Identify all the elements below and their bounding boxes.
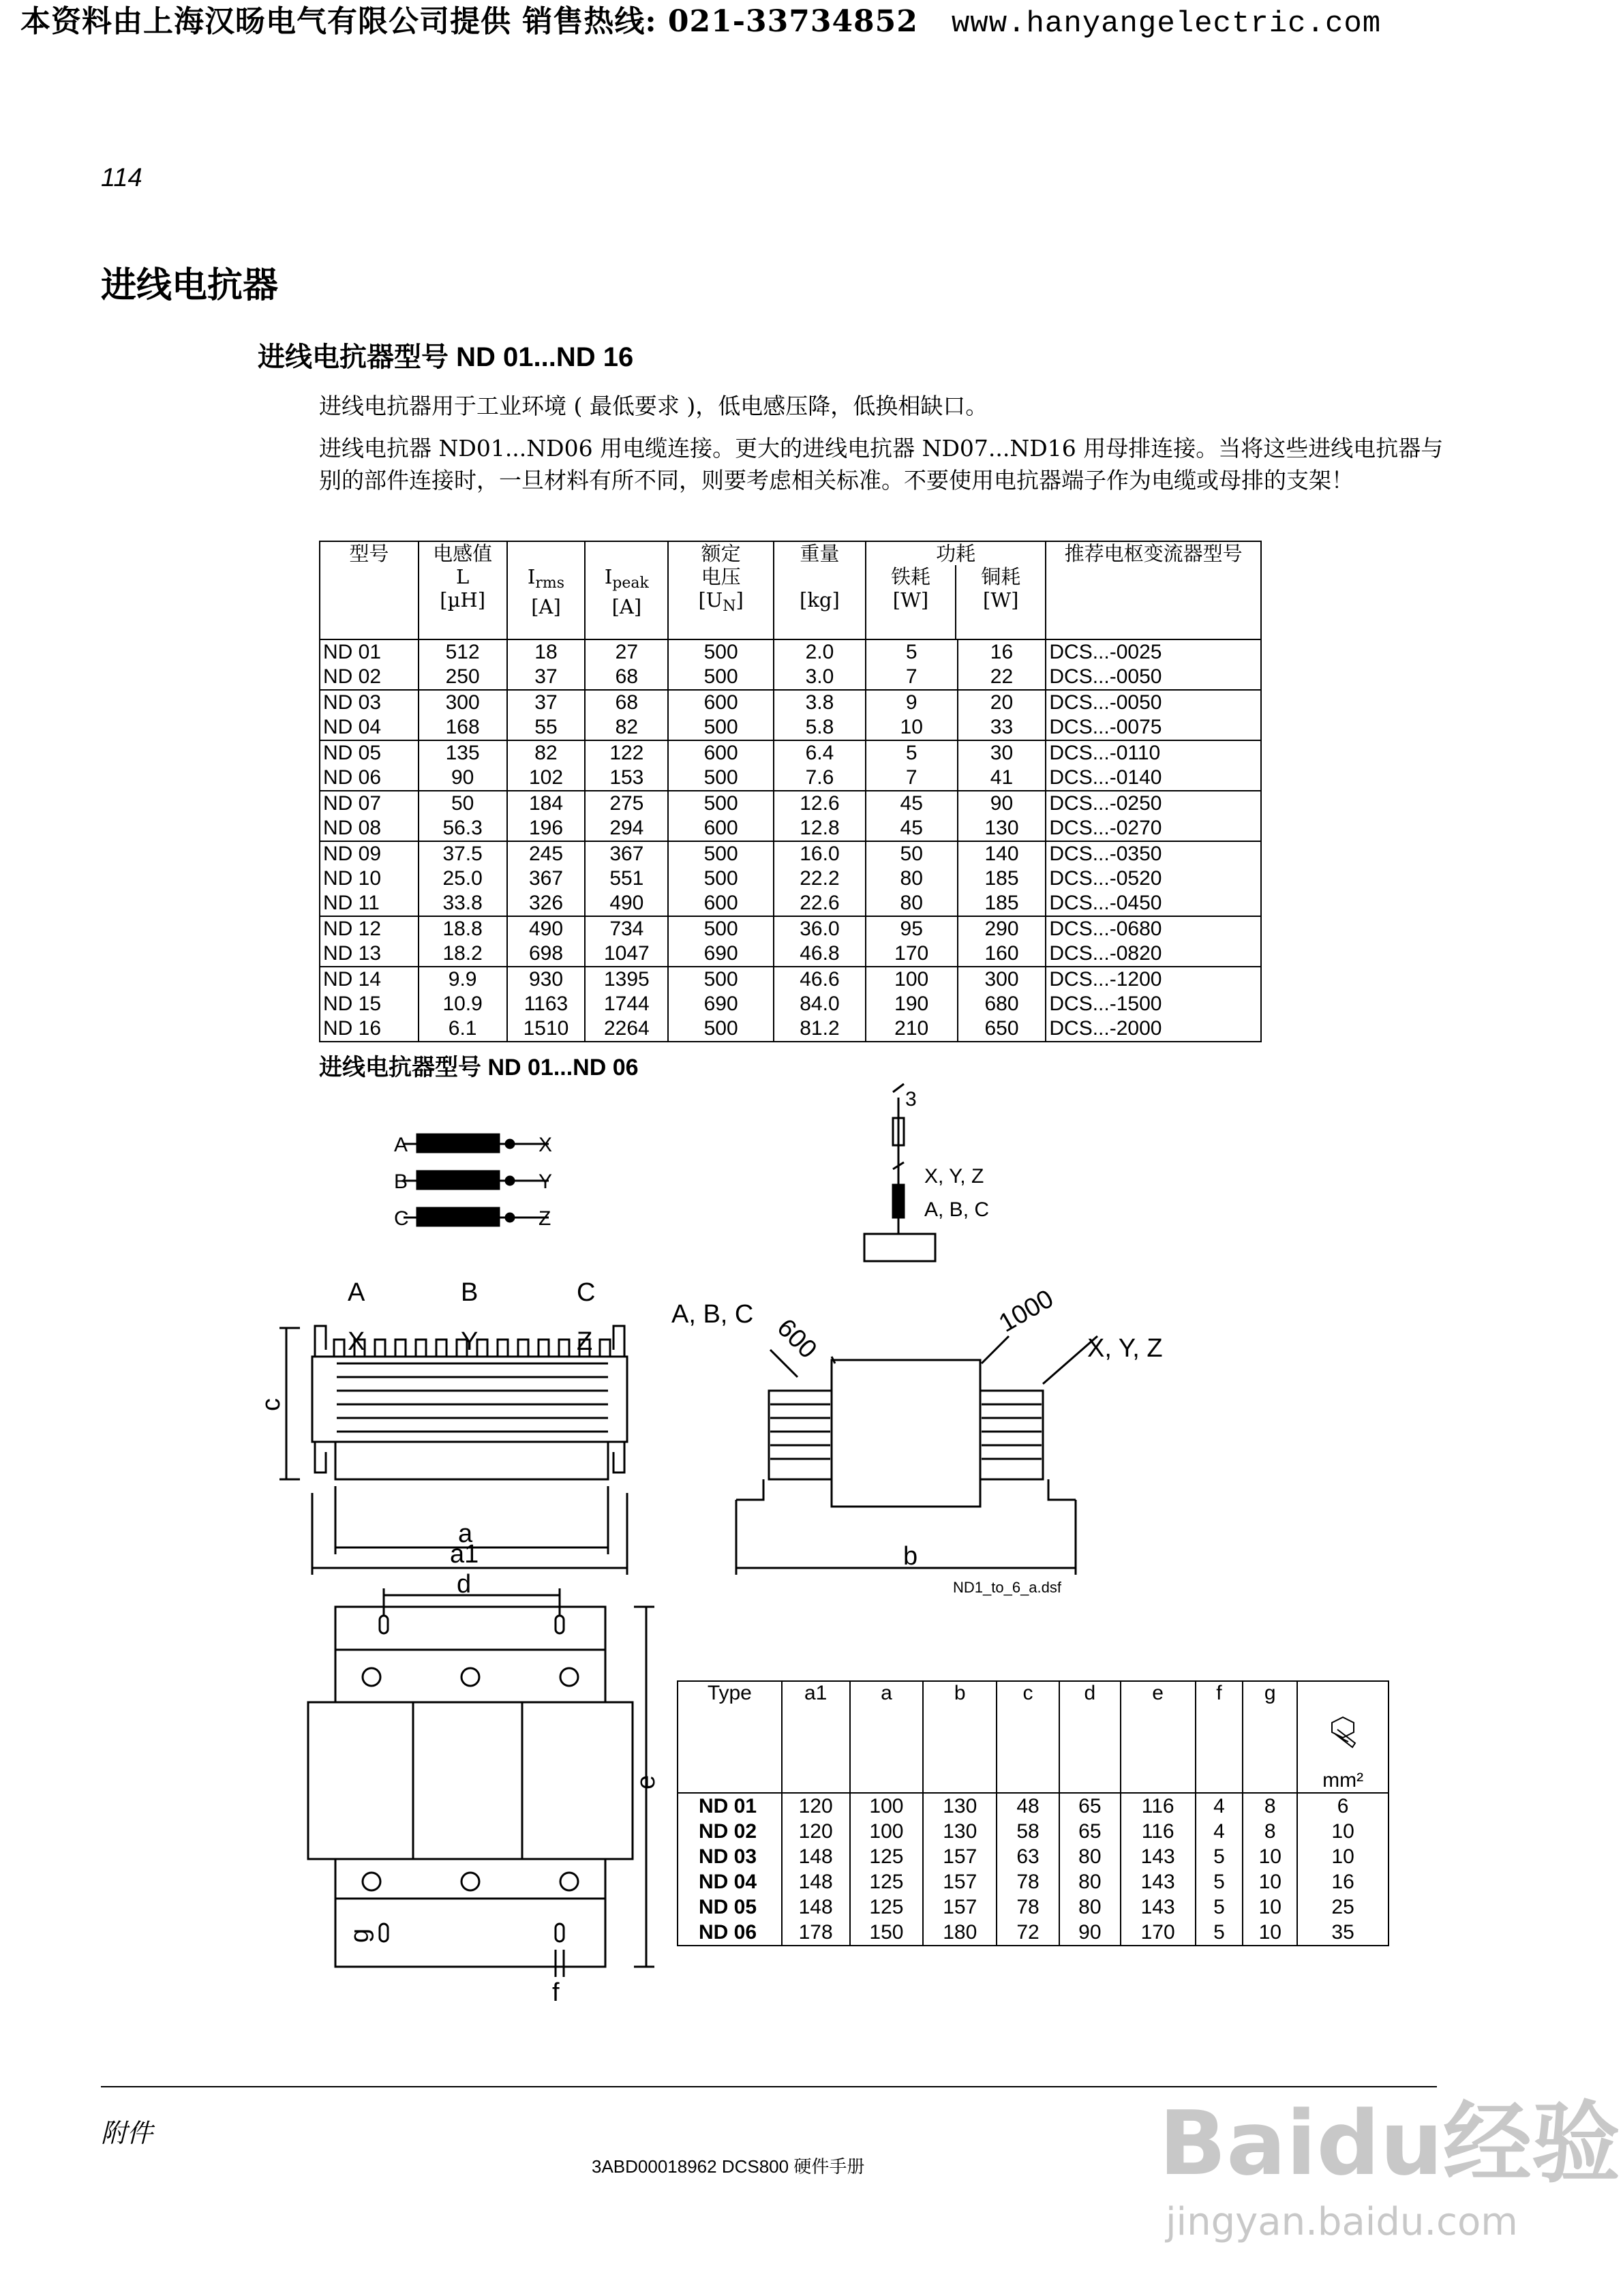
label-abc-small: A, B, C bbox=[924, 1198, 990, 1221]
table-cell-ipeak: 68 bbox=[585, 665, 668, 690]
table-cell-fe: 50 bbox=[866, 841, 958, 866]
table-cell-conv: DCS...-0520 bbox=[1046, 866, 1261, 891]
table-cell-cu: 41 bbox=[958, 766, 1046, 791]
table-cell-conv: DCS...-0820 bbox=[1046, 941, 1261, 967]
table-cell-fe: 45 bbox=[866, 791, 958, 816]
dim-f: f bbox=[552, 1978, 560, 2007]
dim-cell: 157 bbox=[923, 1844, 997, 1869]
dim-cell: 80 bbox=[1059, 1894, 1121, 1920]
table-cell-type: ND 06 bbox=[320, 766, 419, 791]
dim-table-row bbox=[678, 1819, 1389, 1844]
dim-cell: 157 bbox=[923, 1894, 997, 1920]
table-cell-kg: 12.8 bbox=[774, 816, 866, 841]
table-cell-irms: 196 bbox=[507, 816, 586, 841]
table-row bbox=[320, 639, 1261, 665]
table-cell-irms: 326 bbox=[507, 891, 586, 916]
label-x: X bbox=[348, 1327, 365, 1356]
table-cell-conv: DCS...-0140 bbox=[1046, 766, 1261, 791]
section-title: 进线电抗器 bbox=[101, 266, 279, 305]
header-banner bbox=[20, 0, 1609, 48]
dimension-table bbox=[677, 1680, 1389, 1946]
figure-caption: 进线电抗器型号 ND 01...ND 06 bbox=[319, 1055, 639, 1081]
table-cell-type: ND 01 bbox=[320, 639, 419, 665]
table-row bbox=[320, 941, 1261, 967]
dim-col-d: d bbox=[1059, 1681, 1121, 1793]
table-cell-L: 300 bbox=[419, 690, 507, 715]
table-cell-L: 37.5 bbox=[419, 841, 507, 866]
dim-c: c bbox=[257, 1398, 286, 1411]
table-cell-fe: 80 bbox=[866, 866, 958, 891]
label-z: Z bbox=[577, 1327, 593, 1356]
table-cell-irms: 245 bbox=[507, 841, 586, 866]
reactor-spec-table bbox=[319, 541, 1262, 1042]
dim-a: a bbox=[458, 1520, 473, 1548]
dim-cell: 8 bbox=[1243, 1819, 1297, 1844]
dim-cell: 78 bbox=[997, 1894, 1059, 1920]
dim-cell: 78 bbox=[997, 1869, 1059, 1894]
table-cell-irms: 1163 bbox=[507, 992, 586, 1016]
table-cell-irms: 1510 bbox=[507, 1016, 586, 1042]
table-row bbox=[320, 715, 1261, 740]
table-cell-type: ND 10 bbox=[320, 866, 419, 891]
dim-cell: 130 bbox=[923, 1819, 997, 1844]
label-b-small: B bbox=[394, 1170, 408, 1193]
table-cell-L: 18.8 bbox=[419, 916, 507, 941]
col-rated-voltage: 额定 电压 $[U_N]$ bbox=[668, 541, 774, 639]
table-cell-type: ND 08 bbox=[320, 816, 419, 841]
label-z-small: Z bbox=[539, 1207, 551, 1230]
dim-cell: 100 bbox=[850, 1793, 924, 1819]
baidu-watermark bbox=[1159, 2072, 1620, 2244]
table-cell-ipeak: 734 bbox=[585, 916, 668, 941]
table-row bbox=[320, 816, 1261, 841]
table-cell-fe: 170 bbox=[866, 941, 958, 967]
watermark-url: jingyan.baidu.com bbox=[1166, 2200, 1518, 2244]
table-cell-L: 135 bbox=[419, 740, 507, 766]
table-cell-kg: 81.2 bbox=[774, 1016, 866, 1042]
table-cell-un: 500 bbox=[668, 791, 774, 816]
table-cell-conv: DCS...-2000 bbox=[1046, 1016, 1261, 1042]
table-cell-kg: 22.6 bbox=[774, 891, 866, 916]
table-cell-type: ND 05 bbox=[320, 740, 419, 766]
top-view bbox=[308, 1588, 654, 1977]
label-y: Y bbox=[461, 1327, 479, 1356]
dim-col-c: c bbox=[997, 1681, 1059, 1793]
table-cell-ipeak: 82 bbox=[585, 715, 668, 740]
dim-table-row bbox=[678, 1844, 1389, 1869]
col-inductance: 电感值 L [µH] bbox=[419, 541, 507, 639]
table-cell-type: ND 12 bbox=[320, 916, 419, 941]
table-cell-L: 90 bbox=[419, 766, 507, 791]
dim-cell: 10 bbox=[1243, 1920, 1297, 1946]
table-cell-conv: DCS...-0270 bbox=[1046, 816, 1261, 841]
dim-table-row bbox=[678, 1894, 1389, 1920]
table-cell-cu: 140 bbox=[958, 841, 1046, 866]
table-cell-ipeak: 153 bbox=[585, 766, 668, 791]
table-cell-type: ND 11 bbox=[320, 891, 419, 916]
banner-text: 本资料由上海汉旸电气有限公司提供 销售热线: 021-33734852 bbox=[20, 4, 918, 39]
table-cell-kg: 36.0 bbox=[774, 916, 866, 941]
dim-cell: 10 bbox=[1243, 1869, 1297, 1894]
table-cell-cu: 290 bbox=[958, 916, 1046, 941]
dim-col-g: g bbox=[1243, 1681, 1297, 1793]
table-cell-kg: 46.8 bbox=[774, 941, 866, 967]
dim-col-b: b bbox=[923, 1681, 997, 1793]
table-cell-kg: 46.6 bbox=[774, 967, 866, 992]
table-row bbox=[320, 841, 1261, 866]
table-cell-cu: 33 bbox=[958, 715, 1046, 740]
table-cell-type: ND 09 bbox=[320, 841, 419, 866]
table-cell-kg: 22.2 bbox=[774, 866, 866, 891]
table-cell-fe: 45 bbox=[866, 816, 958, 841]
dim-cell: 16 bbox=[1297, 1869, 1389, 1894]
table-cell-fe: 7 bbox=[866, 766, 958, 791]
dim-cell: ND 05 bbox=[678, 1894, 782, 1920]
dim-600: 600 bbox=[771, 1313, 823, 1365]
col-weight: 重量 [kg] bbox=[774, 541, 866, 639]
table-cell-cu: 22 bbox=[958, 665, 1046, 690]
table-cell-cu: 680 bbox=[958, 992, 1046, 1016]
table-cell-ipeak: 367 bbox=[585, 841, 668, 866]
table-cell-un: 600 bbox=[668, 740, 774, 766]
dim-col-a1: a1 bbox=[782, 1681, 850, 1793]
table-cell-type: ND 03 bbox=[320, 690, 419, 715]
table-row bbox=[320, 1016, 1261, 1042]
table-cell-cu: 185 bbox=[958, 866, 1046, 891]
dim-1000: 1000 bbox=[994, 1284, 1059, 1338]
table-cell-un: 600 bbox=[668, 690, 774, 715]
table-cell-type: ND 14 bbox=[320, 967, 419, 992]
table-cell-L: 10.9 bbox=[419, 992, 507, 1016]
table-cell-type: ND 02 bbox=[320, 665, 419, 690]
watermark-logo: Baidu经验 bbox=[1159, 2091, 1620, 2195]
table-row bbox=[320, 891, 1261, 916]
table-cell-un: 500 bbox=[668, 665, 774, 690]
table-cell-un: 600 bbox=[668, 891, 774, 916]
table-cell-fe: 9 bbox=[866, 690, 958, 715]
dim-e: e bbox=[632, 1774, 661, 1789]
table-cell-irms: 367 bbox=[507, 866, 586, 891]
dim-cell: 157 bbox=[923, 1869, 997, 1894]
table-header-row bbox=[320, 541, 1261, 639]
table-cell-conv: DCS...-0050 bbox=[1046, 665, 1261, 690]
table-cell-ipeak: 551 bbox=[585, 866, 668, 891]
table-cell-kg: 3.0 bbox=[774, 665, 866, 690]
dim-cell: ND 01 bbox=[678, 1793, 782, 1819]
dim-col-f: f bbox=[1196, 1681, 1243, 1793]
drawing-filename: ND1_to_6_a.dsf bbox=[953, 1579, 1061, 1596]
table-row bbox=[320, 740, 1261, 766]
dim-cell: ND 03 bbox=[678, 1844, 782, 1869]
table-cell-cu: 160 bbox=[958, 941, 1046, 967]
table-cell-L: 18.2 bbox=[419, 941, 507, 967]
table-cell-L: 50 bbox=[419, 791, 507, 816]
dim-cell: ND 06 bbox=[678, 1920, 782, 1946]
dim-cell: 4 bbox=[1196, 1793, 1243, 1819]
dim-cell: 6 bbox=[1297, 1793, 1389, 1819]
label-y-small: Y bbox=[539, 1170, 553, 1193]
table-cell-ipeak: 490 bbox=[585, 891, 668, 916]
winding-schematic bbox=[404, 1134, 549, 1226]
table-cell-conv: DCS...-0050 bbox=[1046, 690, 1261, 715]
table-cell-fe: 95 bbox=[866, 916, 958, 941]
table-cell-cu: 185 bbox=[958, 891, 1046, 916]
table-cell-conv: DCS...-1500 bbox=[1046, 992, 1261, 1016]
table-cell-irms: 37 bbox=[507, 690, 586, 715]
dim-cell: 72 bbox=[997, 1920, 1059, 1946]
dim-cell: 150 bbox=[850, 1920, 924, 1946]
table-cell-conv: DCS...-1200 bbox=[1046, 967, 1261, 992]
dim-cell: 5 bbox=[1196, 1869, 1243, 1894]
label-x-small: X bbox=[539, 1134, 553, 1156]
table-cell-L: 56.3 bbox=[419, 816, 507, 841]
table-cell-cu: 30 bbox=[958, 740, 1046, 766]
table-cell-type: ND 07 bbox=[320, 791, 419, 816]
table-cell-un: 500 bbox=[668, 639, 774, 665]
table-row bbox=[320, 690, 1261, 715]
front-view bbox=[279, 1326, 627, 1575]
table-cell-fe: 5 bbox=[866, 639, 958, 665]
dim-cell: 10 bbox=[1297, 1844, 1389, 1869]
table-cell-kg: 84.0 bbox=[774, 992, 866, 1016]
col-type: 型号 bbox=[320, 541, 419, 639]
intro-paragraph-1: 进线电抗器用于工业环境 ( 最低要求 )，低电感压降，低换相缺口。 bbox=[319, 393, 988, 419]
table-cell-fe: 190 bbox=[866, 992, 958, 1016]
col-iron-loss: 铁耗 [W] bbox=[890, 565, 930, 611]
dim-cell: 5 bbox=[1196, 1844, 1243, 1869]
table-cell-type: ND 13 bbox=[320, 941, 419, 967]
table-cell-un: 500 bbox=[668, 866, 774, 891]
table-cell-cu: 16 bbox=[958, 639, 1046, 665]
table-cell-un: 500 bbox=[668, 715, 774, 740]
footer-doc-id: 3ABD00018962 DCS800 硬件手册 bbox=[592, 2156, 865, 2177]
table-cell-L: 9.9 bbox=[419, 967, 507, 992]
table-cell-cu: 20 bbox=[958, 690, 1046, 715]
dim-cell: 130 bbox=[923, 1793, 997, 1819]
dim-g: g bbox=[346, 1928, 374, 1943]
col-ipeak: $I_{peak}$ [A] bbox=[585, 541, 668, 639]
dim-cell: ND 04 bbox=[678, 1869, 782, 1894]
col-copper-loss: 铜耗 [W] bbox=[955, 565, 1045, 639]
intro-paragraph-2: 进线电抗器 ND01...ND06 用电缆连接。更大的进线电抗器 ND07...ND16 用母排连接。当将这些进线电抗器与别的部件连接时，一旦材料有所不同，则要考虑相关标准。不要使用电抗器端子作为电缆或母排的支架！ bbox=[319, 435, 1444, 494]
dim-cell: 90 bbox=[1059, 1920, 1121, 1946]
dim-cell: 4 bbox=[1196, 1819, 1243, 1844]
dim-cell: 65 bbox=[1059, 1793, 1121, 1819]
dim-cell: 10 bbox=[1243, 1844, 1297, 1869]
table-cell-fe: 80 bbox=[866, 891, 958, 916]
table-cell-kg: 12.6 bbox=[774, 791, 866, 816]
table-cell-kg: 2.0 bbox=[774, 639, 866, 665]
table-row bbox=[320, 866, 1261, 891]
dim-cell: 125 bbox=[850, 1844, 924, 1869]
table-cell-fe: 10 bbox=[866, 715, 958, 740]
dim-cell: 48 bbox=[997, 1793, 1059, 1819]
dim-cell: 116 bbox=[1121, 1819, 1196, 1844]
table-cell-conv: DCS...-0680 bbox=[1046, 916, 1261, 941]
dim-col-bolt bbox=[1297, 1681, 1389, 1769]
table-cell-irms: 930 bbox=[507, 967, 586, 992]
dim-cell: 35 bbox=[1297, 1920, 1389, 1946]
dim-cell: 143 bbox=[1121, 1869, 1196, 1894]
label-xyz: X, Y, Z bbox=[1087, 1334, 1163, 1363]
page-number: 114 bbox=[101, 164, 142, 192]
table-cell-conv: DCS...-0075 bbox=[1046, 715, 1261, 740]
table-cell-kg: 7.6 bbox=[774, 766, 866, 791]
table-cell-irms: 184 bbox=[507, 791, 586, 816]
dim-cell: 5 bbox=[1196, 1894, 1243, 1920]
table-cell-L: 25.0 bbox=[419, 866, 507, 891]
table-cell-conv: DCS...-0025 bbox=[1046, 639, 1261, 665]
col-loss: 功耗 铁耗 [W] 铜耗 [W] bbox=[866, 541, 1046, 639]
dim-cell: 120 bbox=[782, 1793, 850, 1819]
table-cell-type: ND 04 bbox=[320, 715, 419, 740]
dim-cell: 148 bbox=[782, 1844, 850, 1869]
dim-d: d bbox=[457, 1570, 472, 1599]
dim-cell: 5 bbox=[1196, 1920, 1243, 1946]
table-cell-ipeak: 2264 bbox=[585, 1016, 668, 1042]
table-cell-ipeak: 122 bbox=[585, 740, 668, 766]
table-cell-L: 168 bbox=[419, 715, 507, 740]
dim-header-row bbox=[678, 1681, 1389, 1769]
dim-cell: 80 bbox=[1059, 1869, 1121, 1894]
table-cell-cu: 300 bbox=[958, 967, 1046, 992]
table-cell-un: 690 bbox=[668, 992, 774, 1016]
dim-cell: 148 bbox=[782, 1894, 850, 1920]
table-row bbox=[320, 967, 1261, 992]
label-a: A bbox=[348, 1278, 365, 1307]
dim-cell: 125 bbox=[850, 1894, 924, 1920]
table-cell-un: 500 bbox=[668, 766, 774, 791]
table-cell-un: 500 bbox=[668, 1016, 774, 1042]
table-cell-irms: 698 bbox=[507, 941, 586, 967]
dim-cell: 148 bbox=[782, 1869, 850, 1894]
dim-cell: 80 bbox=[1059, 1844, 1121, 1869]
dim-table-row bbox=[678, 1920, 1389, 1946]
table-cell-conv: DCS...-0110 bbox=[1046, 740, 1261, 766]
dim-cell: 143 bbox=[1121, 1894, 1196, 1920]
table-cell-irms: 37 bbox=[507, 665, 586, 690]
col-irms: $I_{rms}$ [A] bbox=[507, 541, 586, 639]
table-cell-conv: DCS...-0250 bbox=[1046, 791, 1261, 816]
table-cell-cu: 130 bbox=[958, 816, 1046, 841]
table-cell-irms: 18 bbox=[507, 639, 586, 665]
table-cell-fe: 5 bbox=[866, 740, 958, 766]
table-cell-fe: 7 bbox=[866, 665, 958, 690]
dim-unit: mm² bbox=[1297, 1769, 1389, 1793]
table-cell-ipeak: 294 bbox=[585, 816, 668, 841]
dim-cell: ND 02 bbox=[678, 1819, 782, 1844]
table-cell-cu: 650 bbox=[958, 1016, 1046, 1042]
bolt-icon bbox=[1322, 1702, 1363, 1764]
label-abc: A, B, C bbox=[671, 1300, 754, 1329]
table-row bbox=[320, 766, 1261, 791]
label-c: C bbox=[577, 1278, 596, 1307]
label-b: B bbox=[461, 1278, 479, 1307]
dim-cell: 25 bbox=[1297, 1894, 1389, 1920]
label-a-small: A bbox=[394, 1134, 408, 1156]
dim-cell: 120 bbox=[782, 1819, 850, 1844]
table-cell-irms: 82 bbox=[507, 740, 586, 766]
col-recommended-converter: 推荐电枢变流器型号 bbox=[1046, 541, 1261, 639]
dim-table-row bbox=[678, 1869, 1389, 1894]
table-cell-kg: 6.4 bbox=[774, 740, 866, 766]
table-cell-kg: 5.8 bbox=[774, 715, 866, 740]
footer-section: 附件 bbox=[101, 2118, 153, 2148]
dim-a1: a1 bbox=[450, 1540, 479, 1569]
table-cell-un: 690 bbox=[668, 941, 774, 967]
dim-cell: 58 bbox=[997, 1819, 1059, 1844]
label-c-small: C bbox=[394, 1207, 409, 1230]
dim-cell: 10 bbox=[1297, 1819, 1389, 1844]
table-cell-kg: 3.8 bbox=[774, 690, 866, 715]
table-cell-L: 6.1 bbox=[419, 1016, 507, 1042]
table-cell-fe: 100 bbox=[866, 967, 958, 992]
table-cell-ipeak: 1047 bbox=[585, 941, 668, 967]
dim-cell: 63 bbox=[997, 1844, 1059, 1869]
table-cell-un: 600 bbox=[668, 816, 774, 841]
dim-cell: 170 bbox=[1121, 1920, 1196, 1946]
banner-website[interactable]: www.hanyangelectric.com bbox=[951, 7, 1382, 41]
table-row bbox=[320, 992, 1261, 1016]
table-cell-ipeak: 27 bbox=[585, 639, 668, 665]
table-cell-irms: 490 bbox=[507, 916, 586, 941]
dim-col-type: Type bbox=[678, 1681, 782, 1793]
table-cell-type: ND 16 bbox=[320, 1016, 419, 1042]
label-xyz-small: X, Y, Z bbox=[924, 1165, 984, 1188]
side-view bbox=[736, 1336, 1097, 1575]
table-cell-ipeak: 1744 bbox=[585, 992, 668, 1016]
table-cell-type: ND 15 bbox=[320, 992, 419, 1016]
label-three: 3 bbox=[905, 1088, 917, 1111]
table-row bbox=[320, 916, 1261, 941]
table-cell-un: 500 bbox=[668, 916, 774, 941]
table-cell-L: 512 bbox=[419, 639, 507, 665]
table-cell-ipeak: 1395 bbox=[585, 967, 668, 992]
table-cell-cu: 90 bbox=[958, 791, 1046, 816]
dim-cell: 100 bbox=[850, 1819, 924, 1844]
dim-col-e: e bbox=[1121, 1681, 1196, 1793]
subsection-title: 进线电抗器型号 ND 01...ND 16 bbox=[258, 342, 634, 372]
dim-cell: 10 bbox=[1243, 1894, 1297, 1920]
dim-cell: 65 bbox=[1059, 1819, 1121, 1844]
table-cell-un: 500 bbox=[668, 841, 774, 866]
table-cell-fe: 210 bbox=[866, 1016, 958, 1042]
table-cell-conv: DCS...-0450 bbox=[1046, 891, 1261, 916]
dim-table-row bbox=[678, 1793, 1389, 1819]
table-cell-conv: DCS...-0350 bbox=[1046, 841, 1261, 866]
table-cell-L: 250 bbox=[419, 665, 507, 690]
dim-cell: 8 bbox=[1243, 1793, 1297, 1819]
table-cell-kg: 16.0 bbox=[774, 841, 866, 866]
dim-cell: 178 bbox=[782, 1920, 850, 1946]
dim-cell: 143 bbox=[1121, 1844, 1196, 1869]
dim-cell: 116 bbox=[1121, 1793, 1196, 1819]
table-cell-ipeak: 275 bbox=[585, 791, 668, 816]
table-row bbox=[320, 791, 1261, 816]
dim-b: b bbox=[903, 1542, 918, 1571]
table-row bbox=[320, 665, 1261, 690]
table-cell-irms: 55 bbox=[507, 715, 586, 740]
table-cell-ipeak: 68 bbox=[585, 690, 668, 715]
table-cell-L: 33.8 bbox=[419, 891, 507, 916]
dim-cell: 125 bbox=[850, 1869, 924, 1894]
table-cell-irms: 102 bbox=[507, 766, 586, 791]
dim-col-a: a bbox=[850, 1681, 924, 1793]
dim-cell: 180 bbox=[923, 1920, 997, 1946]
table-cell-un: 500 bbox=[668, 967, 774, 992]
